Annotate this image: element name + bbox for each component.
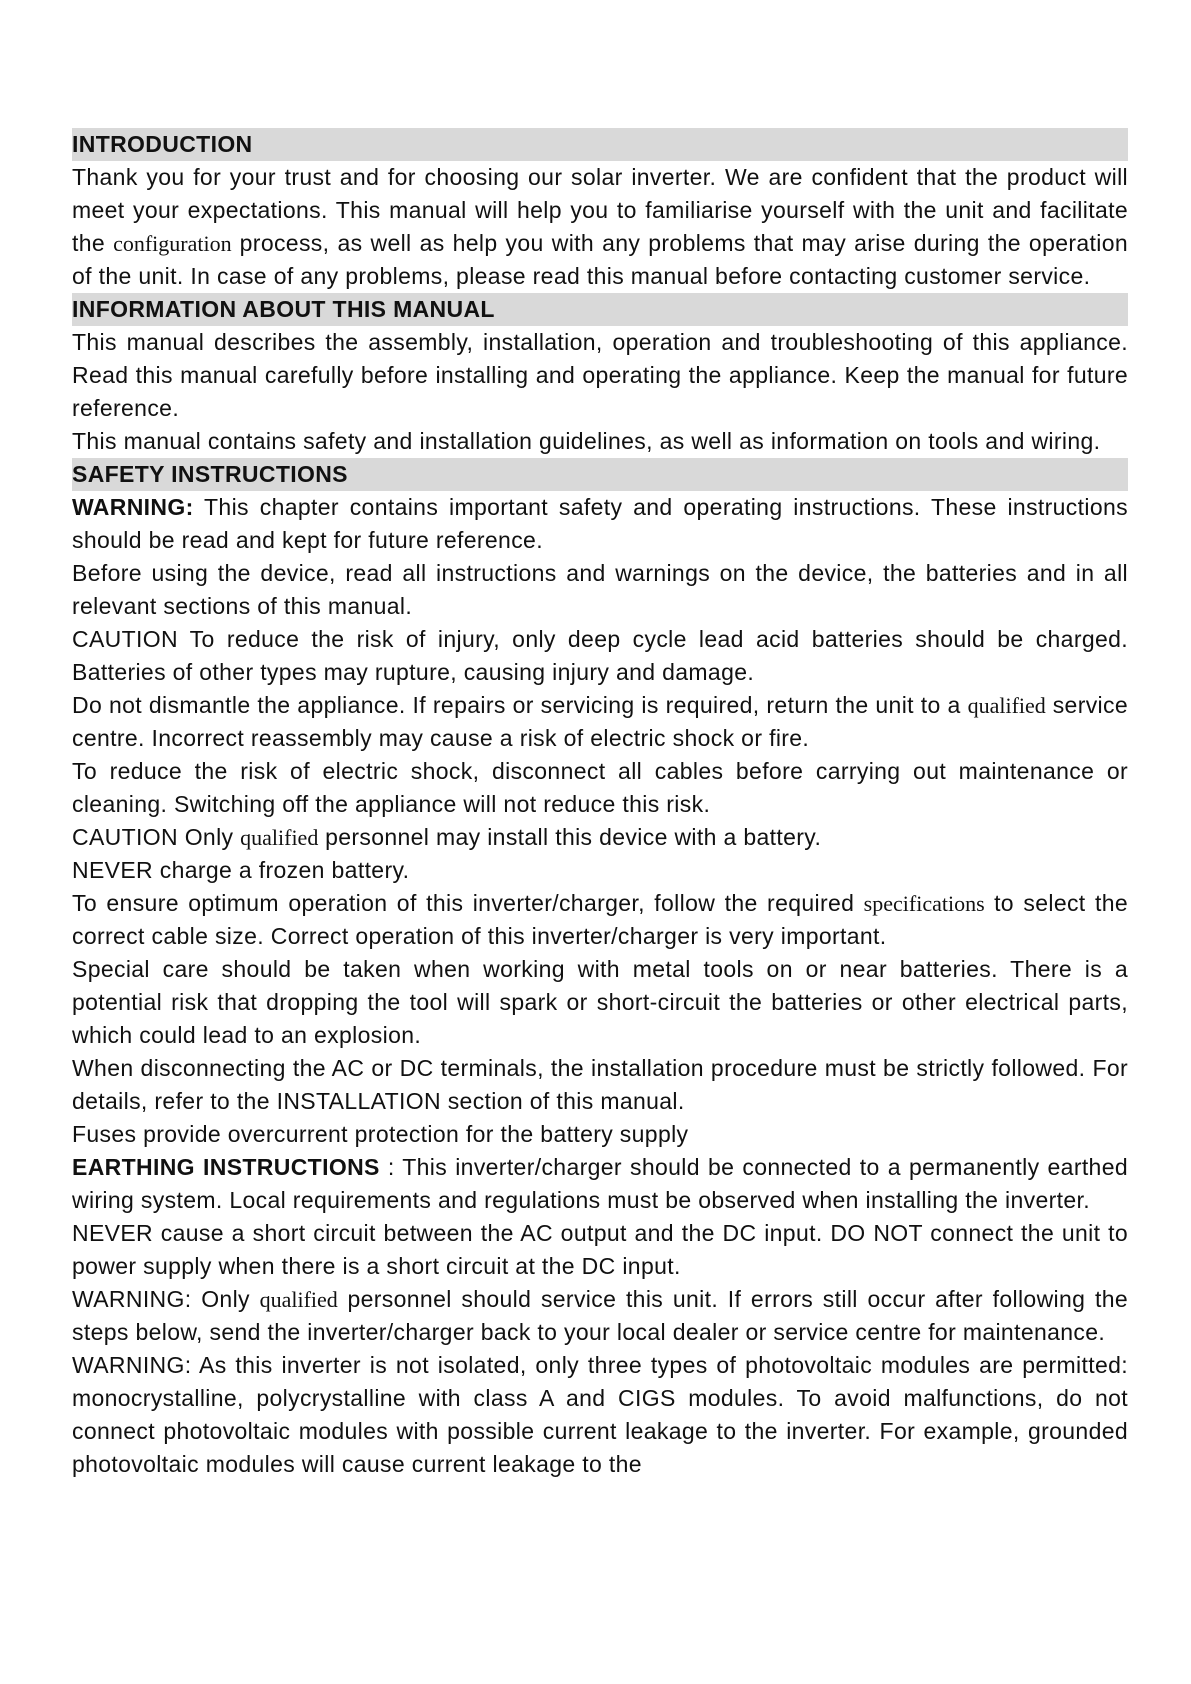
paragraph bbox=[72, 821, 1128, 854]
bold-label: WARNING: bbox=[72, 494, 194, 520]
section-heading: INTRODUCTION bbox=[72, 128, 1128, 161]
text-segment: Fuses provide overcurrent protection for the battery supply bbox=[72, 1121, 689, 1147]
text-segment: To reduce the risk of electric shock, disconnect all cables before carrying out maintenance or cleaning. Switching off the appliance will not reduce this risk. bbox=[72, 758, 1128, 817]
text-segment: configuration bbox=[113, 231, 232, 256]
paragraph bbox=[72, 1052, 1128, 1118]
text-segment: personnel may install this device with a battery. bbox=[318, 824, 822, 850]
paragraph bbox=[72, 425, 1128, 458]
text-segment: To ensure optimum operation of this inverter/charger, follow the required bbox=[72, 890, 864, 916]
text-segment: WARNING: As this inverter is not isolated, only three types of photovoltaic modules are permitted: monocrystalline, polycrystalline with class A and CIGS modules. To avoid malfunctions, do not connect photovoltaic modules with possible current leakage to the inverter. For example, grounded photovoltaic modules will cause current leakage to the bbox=[72, 1352, 1128, 1477]
text-segment: Do not dismantle the appliance. If repairs or servicing is required, return the unit to a bbox=[72, 692, 968, 718]
manual-page bbox=[72, 128, 1128, 1481]
text-segment: qualified bbox=[259, 1287, 338, 1312]
text-segment: WARNING: Only bbox=[72, 1286, 260, 1312]
text-segment: NEVER cause a short circuit between the AC output and the DC input. DO NOT connect the unit to power supply when there is a short circuit at the DC input. bbox=[72, 1220, 1128, 1279]
paragraph bbox=[72, 491, 1128, 557]
text-segment: This manual contains safety and installation guidelines, as well as information on tools and wiring. bbox=[72, 428, 1101, 454]
bold-label: EARTHING INSTRUCTIONS bbox=[72, 1154, 380, 1180]
section-heading: INFORMATION ABOUT THIS MANUAL bbox=[72, 293, 1128, 326]
text-segment: This manual describes the assembly, installation, operation and troubleshooting of this appliance. Read this manual carefully before installing and operating the appliance. Keep the manual for future reference. bbox=[72, 329, 1128, 421]
text-segment: CAUTION To reduce the risk of injury, only deep cycle lead acid batteries should be charged. Batteries of other types may rupture, causing injury and damage. bbox=[72, 626, 1128, 685]
paragraph bbox=[72, 854, 1128, 887]
text-segment: to select the correct cable size. Correct operation of this inverter/charger is very important. bbox=[72, 890, 1128, 949]
text-segment: Before using the device, read all instructions and warnings on the device, the batteries and in all relevant sections of this manual. bbox=[72, 560, 1128, 619]
paragraph bbox=[72, 1217, 1128, 1283]
text-segment: service centre. Incorrect reassembly may cause a risk of electric shock or fire. bbox=[72, 692, 1129, 751]
paragraph bbox=[72, 755, 1128, 821]
paragraph bbox=[72, 326, 1128, 425]
text-segment: When disconnecting the AC or DC terminals, the installation procedure must be strictly followed. For details, refer to the INSTALLATION section of this manual. bbox=[72, 1055, 1128, 1114]
paragraph bbox=[72, 953, 1128, 1052]
text-segment: process, as well as help you with any problems that may arise during the operation of the unit. In case of any problems, please read this manual before contacting customer service. bbox=[72, 230, 1128, 289]
paragraph bbox=[72, 887, 1128, 953]
paragraph bbox=[72, 623, 1128, 689]
paragraph bbox=[72, 689, 1128, 755]
text-segment: qualified bbox=[967, 693, 1046, 718]
text-segment: This chapter contains important safety and operating instructions. These instructions should be read and kept for future reference. bbox=[72, 494, 1128, 553]
paragraph bbox=[72, 1283, 1128, 1349]
text-segment: personnel should service this unit. If errors still occur after following the steps below, send the inverter/charger back to your local dealer or service centre for maintenance. bbox=[72, 1286, 1129, 1345]
text-segment: : This inverter/charger should be connected to a permanently earthed wiring system. Local requirements and regulations must be observed when installing the inverter. bbox=[72, 1154, 1128, 1213]
paragraph bbox=[72, 1118, 1128, 1151]
section-heading: SAFETY INSTRUCTIONS bbox=[72, 458, 1128, 491]
paragraph bbox=[72, 1349, 1128, 1481]
paragraph bbox=[72, 1151, 1128, 1217]
paragraph bbox=[72, 161, 1128, 293]
text-segment: CAUTION Only bbox=[72, 824, 241, 850]
text-segment: qualified bbox=[240, 825, 319, 850]
text-segment: specifications bbox=[863, 891, 985, 916]
text-segment: NEVER charge a frozen battery. bbox=[72, 857, 410, 883]
text-segment: Special care should be taken when working with metal tools on or near batteries. There is a potential risk that dropping the tool will spark or short-circuit the batteries or other electrical parts, which could lead to an explosion. bbox=[72, 956, 1128, 1048]
paragraph bbox=[72, 557, 1128, 623]
text-segment: Thank you for your trust and for choosing our solar inverter. We are confident that the product will meet your expectations. This manual will help you to familiarise yourself with the unit and facilitate the bbox=[72, 164, 1128, 256]
